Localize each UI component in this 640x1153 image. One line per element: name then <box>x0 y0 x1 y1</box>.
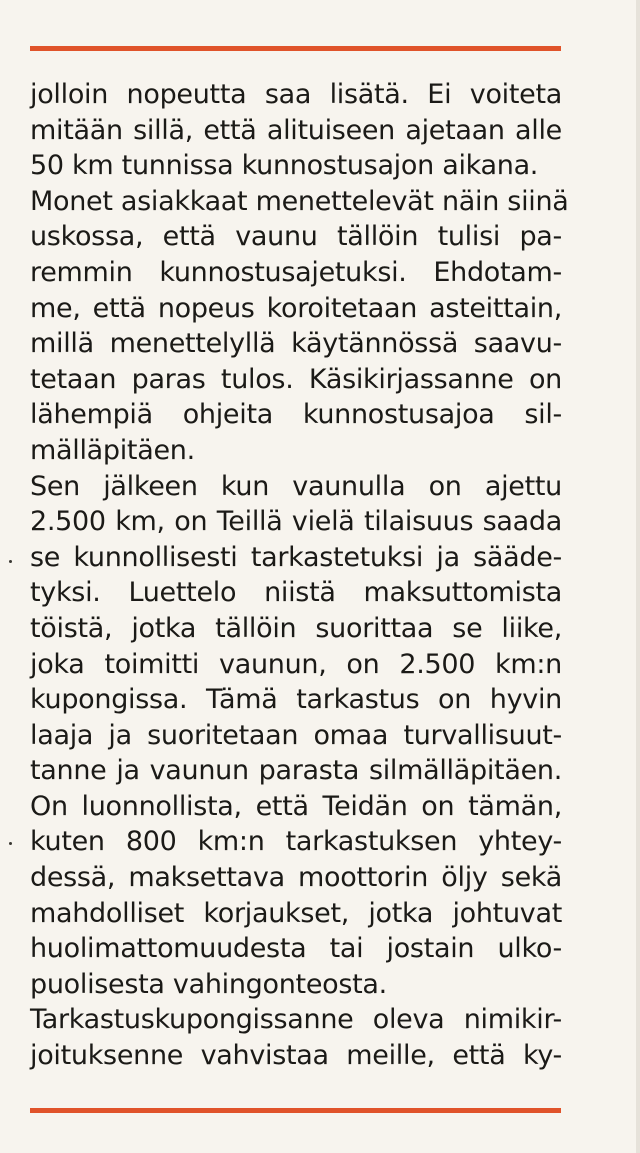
text-line: laaja ja suoritetaan omaa turvallisuut- <box>30 719 562 751</box>
text-line: lähempiä ohjeita kunnostusajoa sil- <box>30 399 562 431</box>
text-line: kupongissa. Tämä tarkastus on hyvin <box>30 684 562 716</box>
text-line: On luonnollista, että Teidän on tämän, <box>30 790 562 822</box>
text-line: tanne ja vaunun parasta silmälläpitäen. <box>30 755 562 787</box>
text-line: tetaan paras tulos. Käsikirjassanne on <box>30 363 562 395</box>
text-line: Tarkastuskupongissanne oleva nimikir- <box>30 1004 562 1036</box>
body-text <box>30 77 569 1074</box>
text-line: dessä, maksettava moottorin öljy sekä <box>30 862 562 894</box>
text-line: uskossa, että vaunu tällöin tulisi pa- <box>30 221 562 253</box>
text-line: Sen jälkeen kun vaunulla on ajettu <box>30 470 562 502</box>
text-line: remmin kunnostusajetuksi. Ehdotam- <box>30 256 562 288</box>
text-line: puolisesta vahingonteosta. <box>30 968 387 1000</box>
print-speck <box>9 842 12 845</box>
text-line: se kunnollisesti tarkastetuksi ja säädе- <box>30 541 562 573</box>
text-line: huolimattomuudesta tai jostain ulko- <box>30 933 562 965</box>
page-edge <box>636 0 640 1153</box>
text-line: joituksenne vahvistaa meille, että ky- <box>30 1040 562 1072</box>
text-line: tyksi. Luettelo niistä maksuttomista <box>30 577 562 609</box>
text-line: 2.500 km, on Teillä vielä tilaisuus saada <box>30 506 562 538</box>
text-line: mahdolliset korjaukset, jotka johtuvat <box>30 897 562 929</box>
bottom-rule <box>30 1108 561 1113</box>
text-line: 50 km tunnissa kunnostusajon aikana. <box>30 150 539 182</box>
print-speck <box>9 560 12 563</box>
text-line: joka toimitti vaunun, on 2.500 km:n <box>30 648 562 680</box>
text-line: Monet asiakkaat menettelevät näin siinä <box>30 185 569 217</box>
text-line: jolloin nopeutta saa lisätä. Ei voiteta <box>30 79 562 110</box>
top-rule <box>30 46 561 51</box>
text-line: töistä, jotka tällöin suorittaa se liike, <box>30 612 562 644</box>
text-line: millä menettelyllä käytännössä saavu- <box>30 328 562 360</box>
text-line: me, että nopeus koroitetaan asteittain, <box>30 292 562 324</box>
text-line: kuten 800 km:n tarkastuksen yhtey- <box>30 826 562 858</box>
text-line: mälläpitäen. <box>30 434 195 466</box>
text-line: mitään sillä, että alituiseen ajetaan alle <box>30 114 562 146</box>
